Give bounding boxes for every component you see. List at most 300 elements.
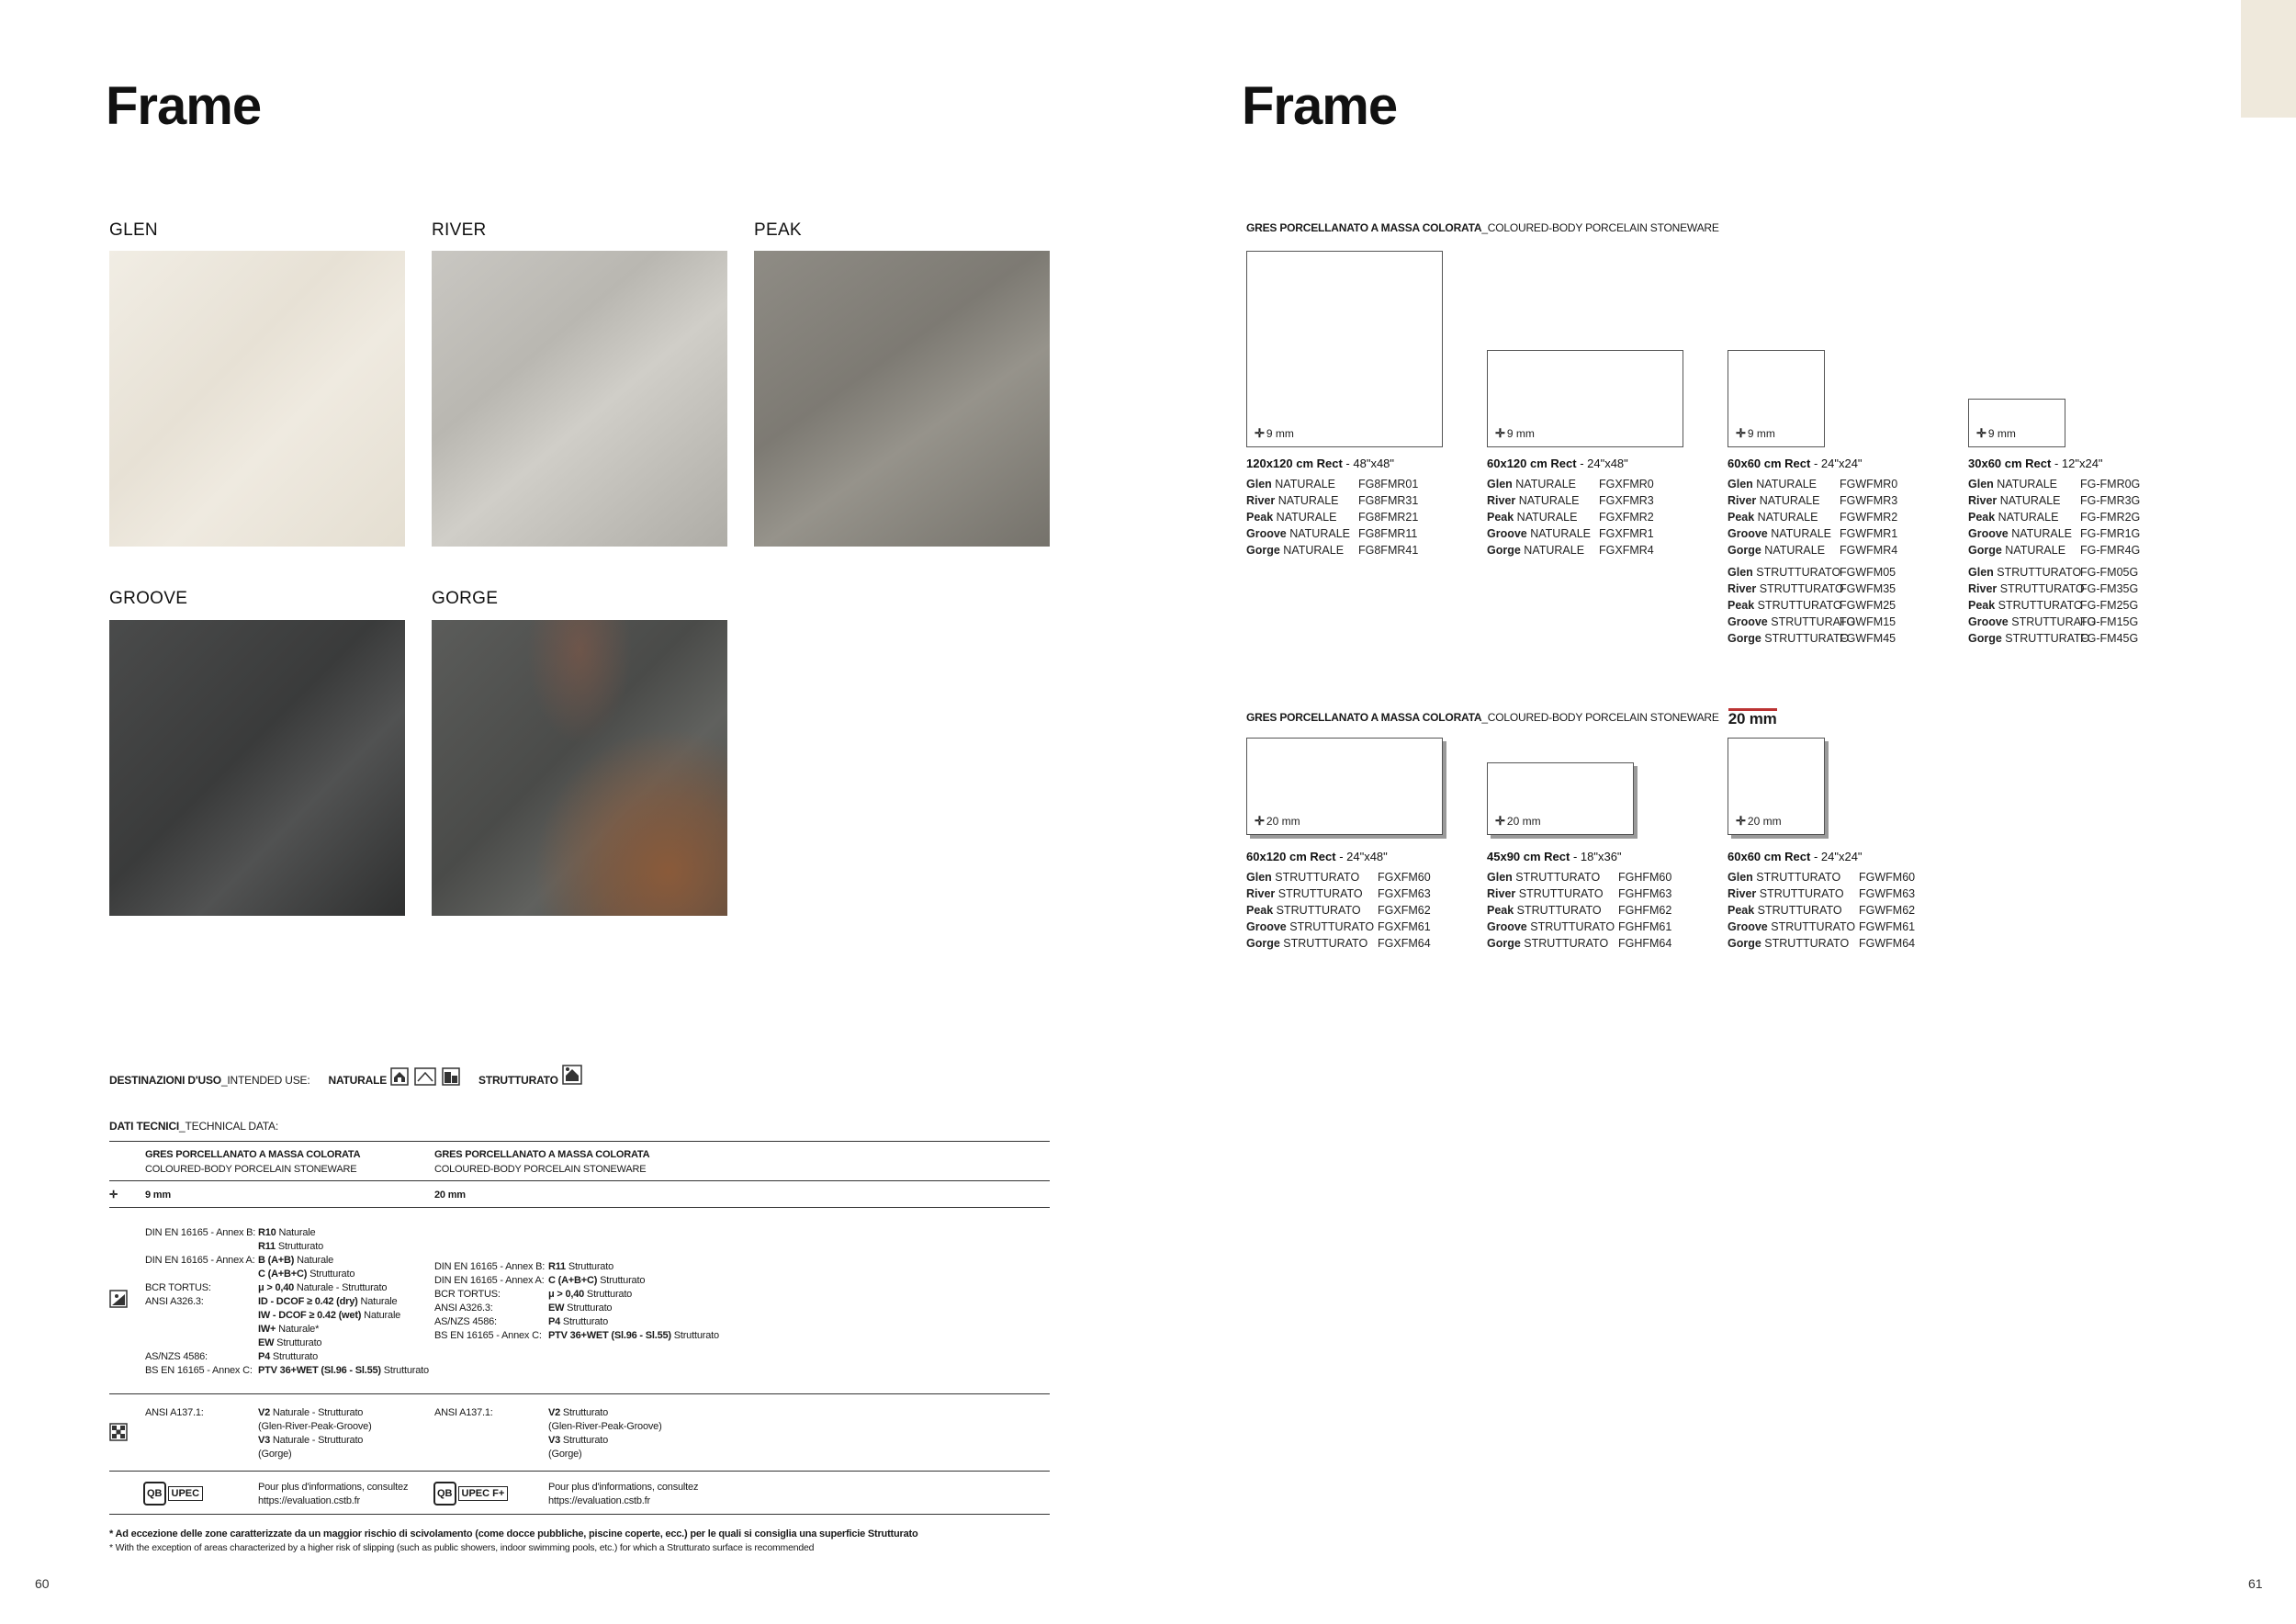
- shade-value-text: Strutturato: [560, 1435, 609, 1446]
- spec-value-bold: ID - DCOF ≥ 0.42 (dry): [258, 1296, 358, 1307]
- outdoor-icon: [562, 1065, 582, 1085]
- item-code: FGWFMR3: [1840, 494, 1898, 507]
- colour-name: Glen: [1728, 871, 1753, 884]
- spec-value-bold: R11: [548, 1261, 566, 1272]
- spec-key: BS EN 16165 - Annex C:: [145, 1365, 253, 1376]
- item-code: FGWFMR0: [1840, 478, 1898, 491]
- format-size-inch: - 24"x24": [1810, 457, 1863, 470]
- code-group: [1246, 869, 1460, 952]
- spec-value-text: Naturale: [361, 1310, 401, 1321]
- intended-use-label: DESTINAZIONI D'USO: [109, 1073, 221, 1087]
- thickness-20mm-badge: 20 mm: [1728, 710, 1777, 727]
- code-row: [1728, 630, 1922, 647]
- divider: [109, 1207, 1050, 1208]
- tile-thickness: ✛ 9 mm: [1255, 426, 1294, 440]
- colour-name: Groove: [1487, 920, 1527, 933]
- finish: STRUTTURATO: [2008, 615, 2097, 628]
- item-code: FGXFM63: [1378, 887, 1431, 900]
- finish: NATURALE: [1515, 494, 1580, 507]
- code-row: [1487, 476, 1682, 492]
- shade-value-text: Strutturato: [560, 1407, 609, 1418]
- spec-value-bold: C (A+B+C): [258, 1269, 308, 1280]
- item-code: FGXFMR4: [1599, 544, 1654, 557]
- item-code: FGHFM61: [1618, 920, 1672, 933]
- item-code: FG-FM05G: [2080, 566, 2139, 579]
- colour-name: River: [1487, 494, 1516, 507]
- shade-value-text: (Gorge): [548, 1449, 582, 1460]
- colour-name: Glen: [1968, 566, 1994, 579]
- shade-variation-icon: [109, 1423, 128, 1441]
- item-code: FGWFM62: [1859, 904, 1916, 917]
- item-code: FG-FM35G: [2080, 582, 2139, 595]
- code-row: [1246, 476, 1441, 492]
- code-row: [1728, 869, 1941, 885]
- colour-name: Gorge: [1487, 544, 1521, 557]
- colour-name: Peak: [1246, 904, 1274, 917]
- spec-value-bold: μ > 0,40: [258, 1282, 295, 1293]
- colour-name: Peak: [1487, 511, 1514, 524]
- spec-value: [258, 1268, 355, 1281]
- code-row: [1246, 919, 1460, 935]
- spec-key: DIN EN 16165 - Annex B:: [434, 1261, 546, 1272]
- item-code: FG-FMR3G: [2080, 494, 2141, 507]
- colour-name: River: [1728, 494, 1757, 507]
- code-group: [1728, 869, 1941, 952]
- colour-name: Peak: [1728, 904, 1755, 917]
- format-size: [1246, 850, 1460, 863]
- commercial-icon: [442, 1067, 460, 1086]
- swatch-river: [432, 251, 727, 547]
- finish: STRUTTURATO: [1756, 887, 1844, 900]
- tile-thickness: ✛ 20 mm: [1495, 814, 1541, 828]
- colour-name: Glen: [1487, 871, 1513, 884]
- cert1-text1: Pour plus d'informations, consultez: [258, 1482, 409, 1493]
- item-code: FGWFM63: [1859, 887, 1916, 900]
- shade-col1: [258, 1406, 372, 1461]
- format-120x120: [1246, 457, 1441, 558]
- divider: [109, 1141, 1050, 1142]
- code-row: [1968, 476, 2163, 492]
- code-row: [1487, 509, 1682, 525]
- cert-upec-fplus-label: UPEC F+: [458, 1486, 509, 1501]
- shade-value: [258, 1434, 372, 1448]
- spec-value: [548, 1260, 613, 1274]
- colour-name: Glen: [1968, 478, 1994, 491]
- finish: STRUTTURATO: [1756, 582, 1844, 595]
- cert1-text2: https://evaluation.cstb.fr: [258, 1495, 360, 1506]
- item-code: FGXFMR1: [1599, 527, 1654, 540]
- code-row: [1487, 935, 1701, 952]
- format-size-cm: 60x60 cm Rect: [1728, 850, 1811, 863]
- spec-value-text: Strutturato: [670, 1330, 719, 1341]
- spec-value-bold: EW: [258, 1337, 275, 1348]
- finish: NATURALE: [1761, 544, 1826, 557]
- spec-value: [258, 1240, 323, 1254]
- spec-values: [548, 1260, 613, 1274]
- finish: STRUTTURATO: [1767, 920, 1856, 933]
- item-code: FG-FMR1G: [2080, 527, 2141, 540]
- shade-value-text: Naturale - Strutturato: [270, 1435, 364, 1446]
- shade-value-bold: V3: [548, 1435, 561, 1446]
- spec-value-bold: P4: [548, 1316, 561, 1327]
- swatch-label-gorge: GORGE: [432, 589, 499, 608]
- shade-col2: [548, 1406, 662, 1461]
- tile-thickness: ✛ 20 mm: [1255, 814, 1300, 828]
- swatch-glen: [109, 251, 405, 547]
- section1-heading-en: _COLOURED-BODY PORCELAIN STONEWARE: [1481, 221, 1719, 234]
- code-row: [1728, 581, 1922, 597]
- colour-name: Peak: [1728, 511, 1755, 524]
- swatch-groove: [109, 620, 405, 916]
- code-row: [1728, 509, 1922, 525]
- format-size-inch: - 48"x48": [1342, 457, 1395, 470]
- code-row: [1968, 525, 2163, 542]
- finish: STRUTTURATO: [1993, 566, 2082, 579]
- tile-45x90-20mm: [1487, 762, 1634, 835]
- shade-value-text: (Gorge): [258, 1449, 292, 1460]
- format-60x120: [1487, 457, 1682, 558]
- finish: NATURALE: [1767, 527, 1831, 540]
- spec-values: [548, 1329, 719, 1343]
- spec-value: [548, 1315, 608, 1329]
- item-code: FGWFMR1: [1840, 527, 1898, 540]
- spec-values: [548, 1302, 612, 1315]
- spec-value-text: Naturale: [294, 1255, 334, 1266]
- colour-name: Glen: [1487, 478, 1513, 491]
- colour-name: Glen: [1728, 566, 1753, 579]
- code-row: [1487, 542, 1682, 558]
- spec-values: [258, 1364, 429, 1378]
- code-group: [1487, 476, 1682, 558]
- code-group: [1728, 564, 1922, 647]
- spec-value: [548, 1329, 719, 1343]
- item-code: FGWFM60: [1859, 871, 1916, 884]
- code-row: [1246, 869, 1460, 885]
- code-row: [1968, 597, 2163, 614]
- format-60x120-20mm: [1246, 850, 1460, 952]
- cert2-text2: https://evaluation.cstb.fr: [548, 1495, 650, 1506]
- spec-values: [548, 1288, 632, 1302]
- slip-resistance-icon: [109, 1290, 128, 1308]
- item-code: FG-FM45G: [2080, 632, 2139, 645]
- tile-60x120-20mm: [1246, 738, 1443, 835]
- spec-value-text: Strutturato: [564, 1303, 613, 1314]
- spec-values: [258, 1226, 323, 1254]
- finish: NATURALE: [1271, 478, 1336, 491]
- colour-name: Gorge: [1487, 937, 1521, 950]
- spec-value: [258, 1336, 400, 1350]
- tech-col1-head: GRES PORCELLANATO A MASSA COLORATA: [145, 1149, 361, 1160]
- spec-value-bold: P4: [258, 1351, 271, 1362]
- spec-value: [548, 1302, 612, 1315]
- spec-row: [434, 1274, 737, 1288]
- section1-heading: [1246, 221, 1719, 235]
- finish: STRUTTURATO: [1271, 871, 1360, 884]
- finish: STRUTTURATO: [1512, 871, 1601, 884]
- spec-value-text: Naturale: [276, 1227, 316, 1238]
- spec-value-bold: B (A+B): [258, 1255, 295, 1266]
- spec-value: [258, 1254, 355, 1268]
- light-traffic-icon: [414, 1067, 436, 1086]
- finish: STRUTTURATO: [1273, 904, 1361, 917]
- colour-name: River: [1246, 494, 1276, 507]
- spec-value: [258, 1323, 400, 1336]
- spec-key: DIN EN 16165 - Annex B:: [145, 1227, 256, 1238]
- footnote-it: * Ad eccezione delle zone caratterizzate da un maggior rischio di scivolamento (come docce pubbliche, piscine coperte, ecc.) per le quali si consiglia una superficie Strutturato: [109, 1528, 918, 1539]
- spec-value-text: Strutturato: [270, 1351, 319, 1362]
- item-code: FGWFM64: [1859, 937, 1916, 950]
- shade-value-text: Naturale - Strutturato: [270, 1407, 364, 1418]
- spec-value-bold: EW: [548, 1303, 565, 1314]
- finish: STRUTTURATO: [1279, 937, 1368, 950]
- spec-key: AS/NZS 4586:: [145, 1351, 208, 1362]
- tech-thickness-1: 9 mm: [145, 1190, 171, 1201]
- spec-key: DIN EN 16165 - Annex A:: [145, 1255, 255, 1266]
- shade-value-bold: V2: [548, 1407, 561, 1418]
- spec-row: [145, 1281, 430, 1295]
- code-row: [1246, 542, 1441, 558]
- code-row: [1246, 509, 1441, 525]
- spec-row: [145, 1350, 430, 1364]
- finish: NATURALE: [2001, 544, 2066, 557]
- spec-values: [548, 1315, 608, 1329]
- swatch-label-groove: GROOVE: [109, 589, 188, 608]
- spec-key: DIN EN 16165 - Annex A:: [434, 1275, 545, 1286]
- colour-name: Gorge: [1728, 632, 1761, 645]
- colour-name: Peak: [1246, 511, 1274, 524]
- page-number-left: 60: [35, 1576, 50, 1591]
- spec-key: BS EN 16165 - Annex C:: [434, 1330, 542, 1341]
- spec-row: [145, 1364, 430, 1378]
- intended-use-strutturato: STRUTTURATO: [478, 1073, 558, 1087]
- spec-value-bold: C (A+B+C): [548, 1275, 598, 1286]
- code-group: [1968, 476, 2163, 558]
- spec-value-text: Strutturato: [584, 1289, 633, 1300]
- format-60x60-20mm: [1728, 850, 1941, 952]
- code-row: [1968, 630, 2163, 647]
- finish: NATURALE: [1512, 478, 1577, 491]
- spec-row: [434, 1329, 737, 1343]
- spec-value: [258, 1364, 429, 1378]
- spec-key: ANSI A326.3:: [434, 1303, 493, 1314]
- format-size-inch: - 24"x48": [1335, 850, 1388, 863]
- code-row: [1968, 492, 2163, 509]
- shade-value: [258, 1420, 372, 1434]
- tech-col2-sub: COLOURED-BODY PORCELAIN STONEWARE: [434, 1164, 647, 1175]
- code-row: [1728, 919, 1941, 935]
- tile-60x120: [1487, 350, 1683, 447]
- item-code: FGHFM60: [1618, 871, 1672, 884]
- code-row: [1968, 614, 2163, 630]
- finish: STRUTTURATO: [1754, 904, 1842, 917]
- shade-value: [548, 1406, 662, 1420]
- spec-value-bold: R10: [258, 1227, 276, 1238]
- section2-heading: [1246, 708, 1777, 727]
- spec-values: [548, 1274, 645, 1288]
- item-code: FG8FMR41: [1358, 544, 1419, 557]
- section1-heading-it: GRES PORCELLANATO A MASSA COLORATA: [1246, 221, 1482, 234]
- format-size: [1487, 850, 1701, 863]
- colour-name: Groove: [1968, 527, 2009, 540]
- item-code: FGXFMR2: [1599, 511, 1654, 524]
- spec-value-text: Naturale*: [276, 1324, 320, 1335]
- colour-name: River: [1968, 582, 1998, 595]
- finish: NATURALE: [1997, 494, 2061, 507]
- finish: NATURALE: [1526, 527, 1591, 540]
- finish: STRUTTURATO: [1997, 582, 2085, 595]
- colour-name: Glen: [1728, 478, 1753, 491]
- spec-value-bold: PTV 36+WET (Sl.96 - Sl.55): [258, 1365, 381, 1376]
- colour-name: Gorge: [1968, 632, 2002, 645]
- finish: NATURALE: [1756, 494, 1820, 507]
- shade-value-text: (Glen-River-Peak-Groove): [258, 1421, 372, 1432]
- item-code: FGXFMR3: [1599, 494, 1654, 507]
- finish: STRUTTURATO: [2001, 632, 2090, 645]
- spec-row: [434, 1315, 737, 1329]
- shade-col1-key: ANSI A137.1:: [145, 1407, 204, 1418]
- item-code: FG8FMR31: [1358, 494, 1419, 507]
- swatch-label-river: RIVER: [432, 220, 487, 240]
- tile-120x120: [1246, 251, 1443, 447]
- finish: STRUTTURATO: [1514, 904, 1602, 917]
- colour-name: Groove: [1487, 527, 1527, 540]
- spec-value-text: Naturale: [357, 1296, 398, 1307]
- item-code: FG-FMR2G: [2080, 511, 2141, 524]
- technical-data-label-it: DATI TECNICI: [109, 1120, 180, 1133]
- divider: [109, 1393, 1050, 1394]
- cert-upec-fplus: [433, 1482, 508, 1506]
- spec-row: [434, 1260, 737, 1274]
- spec-row: [145, 1295, 430, 1350]
- finish: STRUTTURATO: [1275, 887, 1363, 900]
- format-size-inch: - 18"x36": [1570, 850, 1622, 863]
- format-size-cm: 45x90 cm Rect: [1487, 850, 1570, 863]
- item-code: FGHFM63: [1618, 887, 1672, 900]
- tile-30x60: [1968, 399, 2065, 447]
- divider: [109, 1471, 1050, 1472]
- spec-value-text: Strutturato: [565, 1261, 613, 1272]
- shade-value-text: (Glen-River-Peak-Groove): [548, 1421, 662, 1432]
- intended-use-naturale: NATURALE: [328, 1073, 388, 1087]
- spec-row: [434, 1288, 737, 1302]
- shade-value-bold: V3: [258, 1435, 271, 1446]
- spec-value: [548, 1274, 645, 1288]
- qb-logo: QB: [433, 1482, 456, 1506]
- colour-name: Peak: [1728, 599, 1755, 612]
- tech-col1-sub: COLOURED-BODY PORCELAIN STONEWARE: [145, 1164, 357, 1175]
- code-row: [1728, 597, 1922, 614]
- code-row: [1246, 935, 1460, 952]
- format-size-cm: 60x60 cm Rect: [1728, 457, 1811, 470]
- spec-values: [258, 1350, 318, 1364]
- section2-heading-en: _COLOURED-BODY PORCELAIN STONEWARE: [1481, 711, 1719, 724]
- item-code: FGHFM64: [1618, 937, 1672, 950]
- finish: NATURALE: [1993, 478, 2058, 491]
- cert-upec-label: UPEC: [168, 1486, 204, 1501]
- code-row: [1728, 476, 1922, 492]
- item-code: FG8FMR01: [1358, 478, 1419, 491]
- code-row: [1968, 564, 2163, 581]
- cert2-text1: Pour plus d'informations, consultez: [548, 1482, 699, 1493]
- spec-value-text: Strutturato: [274, 1337, 322, 1348]
- colour-name: Gorge: [1246, 544, 1280, 557]
- shade-value-bold: V2: [258, 1407, 271, 1418]
- spec-row: [145, 1254, 430, 1281]
- finish: STRUTTURATO: [1286, 920, 1375, 933]
- spec-values: [258, 1295, 400, 1350]
- format-size-inch: - 12"x24": [2051, 457, 2103, 470]
- format-size-cm: 120x120 cm Rect: [1246, 457, 1343, 470]
- shade-col2-key: ANSI A137.1:: [434, 1407, 493, 1418]
- slip-col1: [145, 1226, 430, 1378]
- shade-value: [258, 1448, 372, 1461]
- code-group: [1728, 476, 1922, 558]
- finish: NATURALE: [1514, 511, 1578, 524]
- colour-name: River: [1487, 887, 1516, 900]
- corner-tab: [2241, 0, 2296, 118]
- code-row: [1968, 509, 2163, 525]
- item-code: FG-FMR4G: [2080, 544, 2141, 557]
- item-code: FGWFM61: [1859, 920, 1916, 933]
- colour-name: River: [1246, 887, 1276, 900]
- code-row: [1487, 902, 1701, 919]
- residential-icon: [390, 1067, 409, 1086]
- slip-col2: [434, 1260, 737, 1343]
- colour-name: Gorge: [1728, 937, 1761, 950]
- format-size-cm: 60x120 cm Rect: [1487, 457, 1577, 470]
- finish: STRUTTURATO: [1761, 632, 1850, 645]
- swatch-label-peak: PEAK: [754, 220, 802, 240]
- code-row: [1728, 935, 1941, 952]
- intended-use-row: [109, 1068, 582, 1092]
- code-row: [1246, 902, 1460, 919]
- spec-value-text: Strutturato: [597, 1275, 646, 1286]
- tech-col2-head: GRES PORCELLANATO A MASSA COLORATA: [434, 1149, 650, 1160]
- thickness-icon: ✛: [109, 1190, 118, 1201]
- code-row: [1487, 869, 1701, 885]
- swatch-gorge: [432, 620, 727, 916]
- finish: STRUTTURATO: [1767, 615, 1856, 628]
- code-row: [1728, 885, 1941, 902]
- code-row: [1246, 525, 1441, 542]
- finish: NATURALE: [1279, 544, 1345, 557]
- colour-name: Groove: [1728, 527, 1768, 540]
- item-code: FG-FMR0G: [2080, 478, 2141, 491]
- item-code: FGXFMR0: [1599, 478, 1654, 491]
- format-size-inch: - 24"x48": [1576, 457, 1628, 470]
- finish: NATURALE: [1273, 511, 1337, 524]
- spec-value-text: Strutturato: [380, 1365, 429, 1376]
- colour-name: Groove: [1728, 920, 1768, 933]
- spec-value: [258, 1226, 323, 1240]
- colour-name: Gorge: [1968, 544, 2002, 557]
- item-code: FG8FMR11: [1358, 527, 1418, 540]
- format-size: [1246, 457, 1441, 470]
- code-row: [1968, 542, 2163, 558]
- finish: NATURALE: [1995, 511, 2059, 524]
- finish: NATURALE: [1754, 511, 1818, 524]
- format-size: [1968, 457, 2163, 470]
- code-row: [1728, 902, 1941, 919]
- code-row: [1487, 525, 1682, 542]
- format-size-cm: 30x60 cm Rect: [1968, 457, 2052, 470]
- technical-data-label-en: _TECHNICAL DATA:: [179, 1120, 278, 1133]
- code-group: [1968, 564, 2163, 647]
- right-page-title: Frame: [1242, 76, 1398, 136]
- tile-60x60-20mm: [1728, 738, 1825, 835]
- footnote-en: * With the exception of areas characterized by a higher risk of slipping (such as public showers, indoor swimming pools, etc.) for which a Strutturato surface is recommended: [109, 1542, 815, 1553]
- spec-value: [258, 1309, 400, 1323]
